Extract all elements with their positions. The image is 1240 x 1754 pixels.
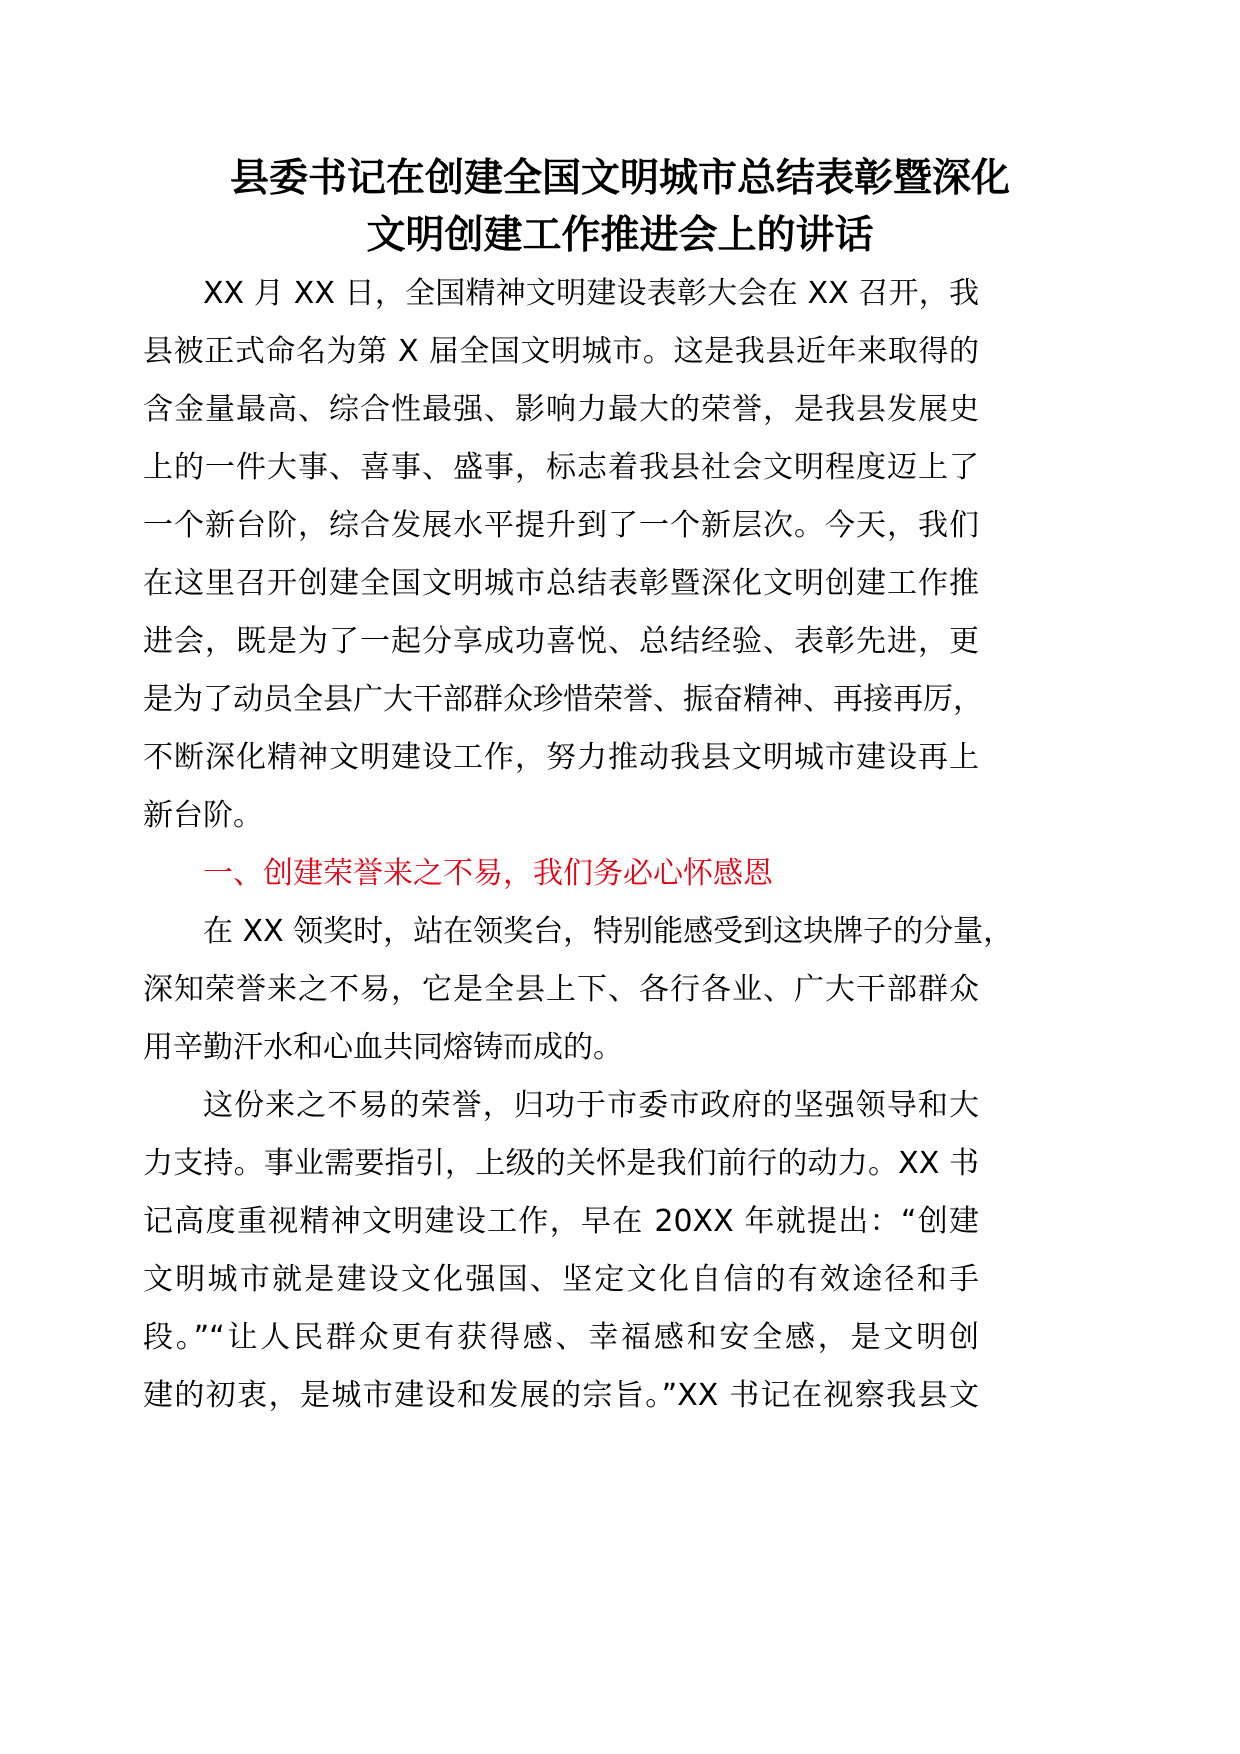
document-body bbox=[143, 265, 1014, 1425]
paragraph-line: 进会，既是为了一起分享成功喜悦、总结经验、表彰先进，更 bbox=[143, 624, 979, 659]
paragraph-line: 在这里召开创建全国文明城市总结表彰暨深化文明创建工作推 bbox=[143, 566, 979, 601]
title-line-1: 县委书记在创建全国文明城市总结表彰暨深化 bbox=[229, 156, 1010, 201]
section-heading: 一、创建荣誉来之不易，我们务必心怀感恩 bbox=[203, 856, 773, 891]
paragraph-line: 新台阶。 bbox=[143, 798, 263, 833]
paragraph-line: 不断深化精神文明建设工作，努力推动我县文明城市建设再上 bbox=[143, 740, 979, 775]
paragraph-line: 段。”“让人民群众更有获得感、幸福感和安全感，是文明创 bbox=[143, 1320, 979, 1355]
paragraph-3 bbox=[143, 1077, 979, 1425]
paragraph-line: 文明城市就是建设文化强国、坚定文化自信的有效途径和手 bbox=[143, 1262, 979, 1297]
paragraph-line: 记高度重视精神文明建设工作，早在 20XX 年就提出：“创建 bbox=[143, 1204, 979, 1239]
paragraph-line: 是为了动员全县广大干部群众珍惜荣誉、振奋精神、再接再厉， bbox=[143, 682, 983, 717]
paragraph-line: 建的初衷，是城市建设和发展的宗旨。”XX 书记在视察我县文 bbox=[143, 1378, 979, 1413]
paragraph-line: 这份来之不易的荣誉，归功于市委市政府的坚强领导和大 bbox=[203, 1088, 979, 1123]
paragraph-2 bbox=[143, 903, 1014, 1077]
document-title bbox=[0, 150, 1240, 264]
paragraph-line: XX 月 XX 日，全国精神文明建设表彰大会在 XX 召开，我 bbox=[203, 276, 979, 311]
paragraph-line: 上的一件大事、喜事、盛事，标志着我县社会文明程度迈上了 bbox=[143, 450, 979, 485]
paragraph-line: 用辛勤汗水和心血共同熔铸而成的。 bbox=[143, 1030, 623, 1065]
paragraph-line: 力支持。事业需要指引，上级的关怀是我们前行的动力。XX 书 bbox=[143, 1146, 979, 1181]
paragraph-line: 含金量最高、综合性最强、影响力最大的荣誉，是我县发展史 bbox=[143, 392, 979, 427]
title-line-2: 文明创建工作推进会上的讲话 bbox=[366, 213, 874, 258]
paragraph-1 bbox=[143, 265, 983, 845]
paragraph-line: 一个新台阶，综合发展水平提升到了一个新层次。今天，我们 bbox=[143, 508, 979, 543]
paragraph-line: 县被正式命名为第 X 届全国文明城市。这是我县近年来取得的 bbox=[143, 334, 979, 369]
paragraph-line: 在 XX 领奖时，站在领奖台，特别能感受到这块牌子的分量， bbox=[203, 914, 1014, 949]
paragraph-line: 深知荣誉来之不易，它是全县上下、各行各业、广大干部群众 bbox=[143, 972, 979, 1007]
